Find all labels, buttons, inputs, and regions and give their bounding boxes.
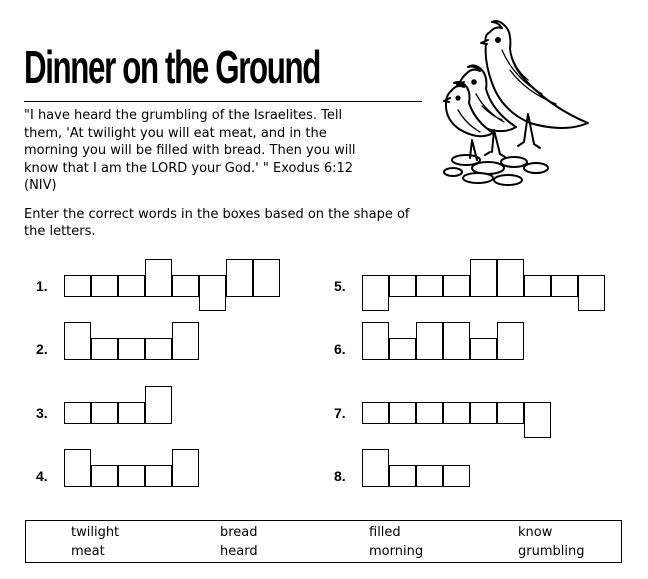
letter-box-descender[interactable] xyxy=(362,275,389,311)
word-bank-item: know xyxy=(518,525,553,540)
letter-box-short[interactable] xyxy=(64,275,91,297)
letter-box-short[interactable] xyxy=(362,402,389,424)
letter-box-short[interactable] xyxy=(551,275,578,297)
letter-box-short[interactable] xyxy=(389,465,416,487)
word-bank-item: filled xyxy=(369,525,401,540)
word-bank-item: grumbling xyxy=(518,544,585,559)
letter-box-tall[interactable] xyxy=(64,322,91,360)
letter-box-short[interactable] xyxy=(118,465,145,487)
quail-illustration xyxy=(428,10,598,190)
letter-box-short[interactable] xyxy=(389,402,416,424)
title-rule xyxy=(24,101,422,102)
letter-box-tall[interactable] xyxy=(362,322,389,360)
letter-box-descender[interactable] xyxy=(578,275,605,311)
letter-box-short[interactable] xyxy=(91,338,118,360)
letter-box-short[interactable] xyxy=(91,275,118,297)
letter-box-short[interactable] xyxy=(443,275,470,297)
letter-box-tall[interactable] xyxy=(172,449,199,487)
letter-box-tall[interactable] xyxy=(145,386,172,424)
letter-box-short[interactable] xyxy=(470,338,497,360)
letter-box-short[interactable] xyxy=(118,338,145,360)
letter-box-short[interactable] xyxy=(497,402,524,424)
instructions: Enter the correct words in the boxes based on the shape of the letters. xyxy=(24,207,410,239)
letter-box-short[interactable] xyxy=(118,275,145,297)
letter-box-tall[interactable] xyxy=(362,449,389,487)
letter-box-descender[interactable] xyxy=(524,402,551,438)
question-number: 7. xyxy=(334,405,346,421)
letter-box-short[interactable] xyxy=(416,275,443,297)
letter-box-tall[interactable] xyxy=(470,259,497,297)
letter-box-short[interactable] xyxy=(145,465,172,487)
letter-box-tall[interactable] xyxy=(145,259,172,297)
letter-box-short[interactable] xyxy=(172,275,199,297)
letter-box-tall[interactable] xyxy=(172,322,199,360)
letter-box-tall[interactable] xyxy=(226,259,253,297)
letter-box-short[interactable] xyxy=(389,338,416,360)
letter-box-short[interactable] xyxy=(64,402,91,424)
letter-box-tall[interactable] xyxy=(64,449,91,487)
question-number: 6. xyxy=(334,341,346,357)
letter-box-short[interactable] xyxy=(443,465,470,487)
word-bank-item: twilight xyxy=(71,525,120,540)
question-number: 2. xyxy=(36,341,48,357)
question-number: 4. xyxy=(36,468,48,484)
letter-box-tall[interactable] xyxy=(443,322,470,360)
letter-box-descender[interactable] xyxy=(199,275,226,311)
letter-box-tall[interactable] xyxy=(416,322,443,360)
letter-box-short[interactable] xyxy=(443,402,470,424)
letter-box-tall[interactable] xyxy=(253,259,280,297)
letter-box-short[interactable] xyxy=(389,275,416,297)
word-bank-item: morning xyxy=(369,544,424,559)
letter-box-tall[interactable] xyxy=(497,322,524,360)
bible-verse: "I have heard the grumbling of the Israelites. Tell them, 'At twilight you will eat meat, and in the morning you will be filled with bread. Then you will know that I am the LORD your God.' " Exodus 6:12 (NIV) xyxy=(24,108,356,193)
letter-box-short[interactable] xyxy=(145,338,172,360)
word-bank-item: heard xyxy=(220,544,258,559)
letter-box-short[interactable] xyxy=(118,402,145,424)
question-number: 8. xyxy=(334,468,346,484)
letter-box-short[interactable] xyxy=(416,465,443,487)
word-bank-item: bread xyxy=(220,525,258,540)
letter-box-short[interactable] xyxy=(91,402,118,424)
letter-box-short[interactable] xyxy=(91,465,118,487)
letter-box-short[interactable] xyxy=(416,402,443,424)
question-number: 3. xyxy=(36,405,48,421)
worksheet-title: Dinner on the Ground xyxy=(24,41,321,93)
letter-box-short[interactable] xyxy=(470,402,497,424)
letter-box-short[interactable] xyxy=(524,275,551,297)
question-number: 1. xyxy=(36,278,48,294)
word-bank-item: meat xyxy=(71,544,105,559)
word-bank xyxy=(25,520,622,563)
letter-box-tall[interactable] xyxy=(497,259,524,297)
question-number: 5. xyxy=(334,278,346,294)
